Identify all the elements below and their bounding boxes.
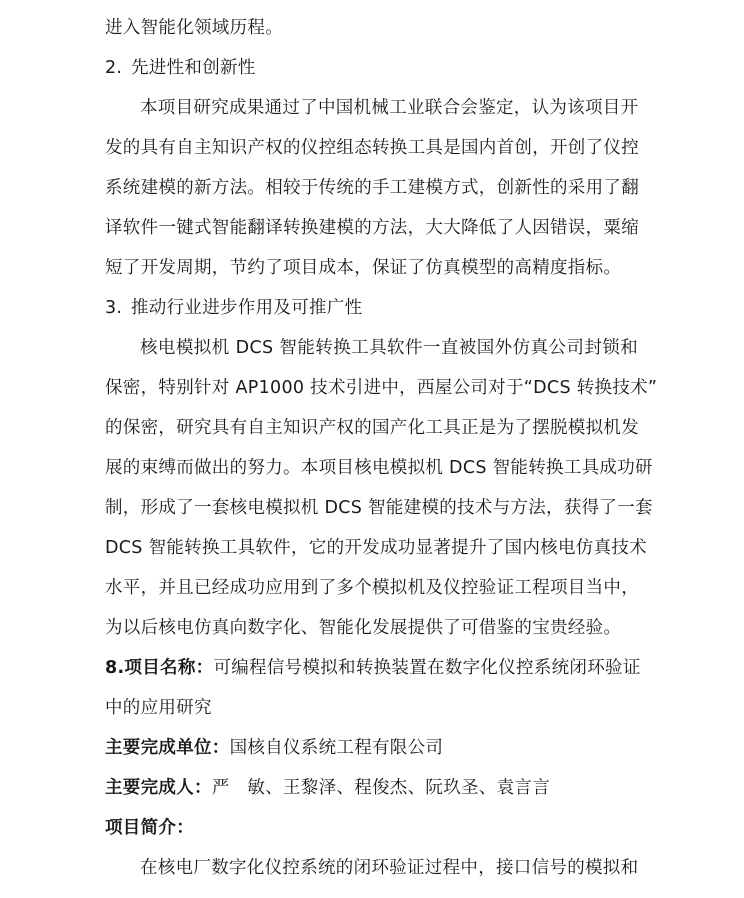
paragraph-line: 短了开发周期，节约了项目成本，保证了仿真模型的高精度指标。 (105, 258, 622, 278)
paragraph-line: 进入智能化领域历程。 (105, 18, 283, 38)
section-number: 2. (105, 58, 123, 78)
paragraph-line: 系统建模的新方法。相较于传统的手工建模方式，创新性的采用了翻 (105, 178, 639, 198)
completion-unit-row (105, 736, 744, 760)
project-summary-label: 项目简介： (105, 818, 194, 838)
paragraph-line: 制，形成了一套核电模拟机 DCS 智能建模的技术与方法，获得了一套 (105, 498, 653, 518)
completion-unit-value: 国核自仪系统工程有限公司 (229, 738, 444, 758)
paragraph-line: 展的束缚而做出的努力。本项目核电模拟机 DCS 智能转换工具成功研 (105, 458, 653, 478)
completion-unit-label: 主要完成单位： (105, 738, 230, 758)
paragraph-line: 本项目研究成果通过了中国机械工业联合会鉴定，认为该项目开 (140, 98, 639, 118)
paragraph-line: 在核电厂数字化仪控系统的闭环验证过程中，接口信号的模拟和 (140, 858, 639, 878)
completion-people-row (105, 776, 744, 800)
section-heading (105, 296, 744, 320)
paragraph-line: 核电模拟机 DCS 智能转换工具软件一直被国外仿真公司封锁和 (140, 338, 638, 358)
paragraph-line: 水平，并且已经成功应用到了多个模拟机及仪控验证工程项目当中， (105, 578, 639, 598)
project-name-label: 8.项目名称： (105, 658, 214, 678)
section-title: 先进性和创新性 (131, 58, 256, 78)
project-name-row (105, 656, 641, 680)
paragraph-line: DCS 智能转换工具软件，它的开发成功显著提升了国内核电仿真技术 (105, 538, 647, 558)
section-number: 3. (105, 298, 123, 318)
paragraph-line: 的保密，研究具有自主知识产权的国产化工具正是为了摆脱模拟机发 (105, 418, 639, 438)
project-name-value: 可编程信号模拟和转换装置在数字化仪控系统闭环验证 (213, 658, 641, 678)
paragraph-line: 中的应用研究 (105, 698, 212, 718)
section-heading (105, 56, 744, 80)
paragraph-line: 译软件一键式智能翻译转换建模的方法，大大降低了人因错误，粟缩 (105, 218, 639, 238)
completion-people-label: 主要完成人： (105, 778, 212, 798)
section-title: 推动行业进步作用及可推广性 (131, 298, 363, 318)
paragraph-line: 为以后核电仿真向数字化、智能化发展提供了可借鉴的宝贵经验。 (105, 618, 622, 638)
completion-people-value: 严 敏、王黎泽、程俊杰、阮玖圣、袁言言 (211, 778, 551, 798)
paragraph-line: 保密，特别针对 AP1000 技术引进中，西屋公司对于“DCS 转换技术” (105, 378, 658, 398)
paragraph-line: 发的具有自主知识产权的仪控组态转换工具是国内首创，开创了仪控 (105, 138, 639, 158)
